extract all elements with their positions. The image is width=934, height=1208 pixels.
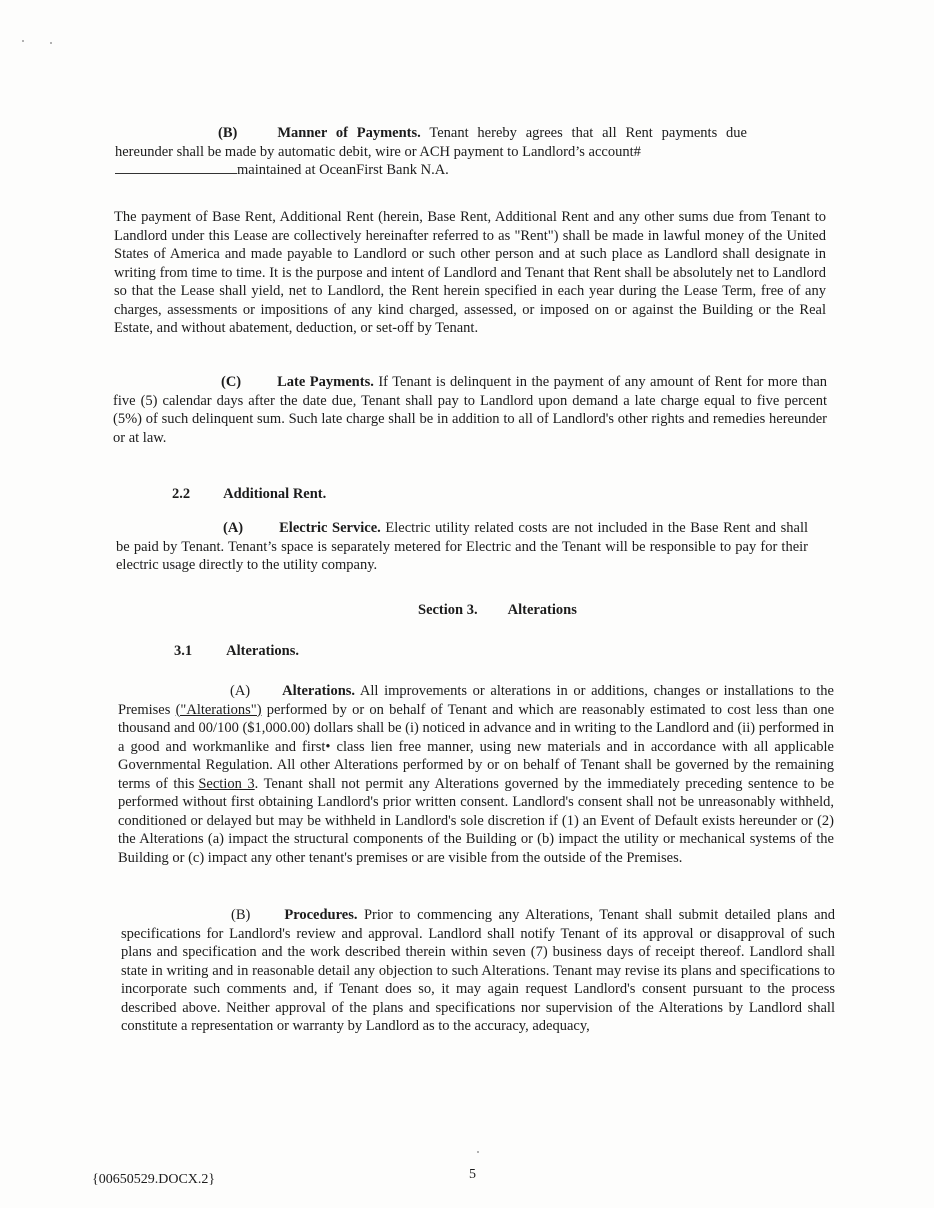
heading-2-2 — [172, 485, 326, 504]
section-number: Section 3. — [418, 602, 478, 618]
footer-document-id: {00650529.DOCX.2} — [92, 1172, 216, 1187]
paragraph-rent-definition — [114, 208, 826, 338]
clause-label: (B) — [218, 125, 238, 141]
clause-title: Alterations. — [282, 683, 356, 699]
clause-title: Procedures. — [284, 907, 358, 923]
clause-text: Tenant hereby agrees that all Rent payments due hereunder shall be made by automatic debit, wire or ACH payment to Landlord’s account# — [115, 125, 747, 160]
scan-speck — [22, 40, 24, 42]
heading-number: 3.1 — [174, 643, 193, 659]
section-reference-link: Section 3 — [198, 775, 255, 792]
clause-label: (A) — [230, 683, 251, 699]
heading-title: Alterations. — [226, 643, 300, 659]
clause-label: (A) — [223, 520, 244, 536]
heading-number: 2.2 — [172, 486, 191, 502]
scan-speck — [477, 1151, 479, 1153]
paragraph-alterations — [118, 682, 834, 867]
clause-label: (C) — [221, 374, 242, 390]
clause-text-end: . Tenant shall not permit any Alterations governed by the immediately preceding sentence to be performed without first obtaining Landlord's prior written consent. Landlord's consent shall not be unreasonably withheld, conditioned or delayed but may be withheld in Landlord's sole discretion if (1) an Event of Default exists hereunder or (2) the Alterations (a) impact the structural components of the Building or (b) impact the utility or mechanical systems of the Building or (c) impact any other tenant's premises or are visible from the outside of the Premises. — [118, 775, 835, 866]
heading-3-1 — [174, 642, 299, 661]
paragraph-manner-of-payments — [115, 124, 747, 180]
clause-text-bank: maintained at OceanFirst Bank N.A. — [237, 162, 449, 178]
clause-label: (B) — [231, 907, 251, 923]
clause-text: Electric utility related costs are not included in the Base Rent and shall be paid by Tenant. Tenant’s space is separately metered for Electric and the Tenant will be responsible to pay for their electric usage directly to the utility company. — [116, 520, 809, 573]
clause-text: If Tenant is delinquent in the payment of any amount of Rent for more than five (5) calendar days after the date due, Tenant shall pay to Landlord upon demand a late charge equal to five percent (5%) of such delinquent sum. Such late charge shall be in addition to all of Landlord's other rights and remedies hereunder or at law. — [113, 374, 828, 446]
clause-title: Electric Service. — [279, 520, 381, 536]
section-title: Alterations — [507, 602, 577, 618]
defined-term-alterations: ("Alterations") — [175, 701, 262, 718]
clause-title: Manner of Payments. — [277, 125, 421, 141]
clause-text-middle: performed by or on behalf of Tenant and which are reasonably estimated to cost less than one thousand and 00/100 ($1,000.00) dollars shall be (i) noticed in advance and in writing to the Landlord and (ii) performed in a good and workmanlike and first• class lien free manner, using new materials and in accordance with all applicable Governmental Regulation. All other Alterations performed by or on behalf of Tenant shall be governed by the remaining terms of this — [118, 701, 834, 792]
clause-text-intro: All improvements or alterations in or additions, changes or installations to the Premises — [118, 683, 834, 718]
paragraph-electric-service — [116, 519, 808, 575]
account-number-blank — [115, 161, 237, 174]
footer-page-number: 5 — [469, 1167, 476, 1182]
heading-title: Additional Rent. — [223, 486, 327, 502]
heading-section-3 — [418, 601, 577, 620]
rent-paragraph-text: The payment of Base Rent, Additional Rent (herein, Base Rent, Additional Rent and any other sums due from Tenant to Landlord under this Lease are collectively hereinafter referred to as "Rent") shall be made in lawful money of the United States of America and made payable to Landlord or such other person and at such place as Landlord shall designate in writing from time to time. It is the purpose and intent of Landlord and Tenant that Rent shall be absolutely net to Landlord so that the Lease shall yield, net to Landlord, the Rent herein specified in each year during the Lease Term, free of any charges, assessments or impositions of any kind charged, assessed, or imposed on or against the Building or the Real Estate, and without abatement, deduction, or set-off by Tenant. — [114, 209, 826, 336]
paragraph-late-payments — [113, 373, 827, 447]
paragraph-procedures — [121, 906, 835, 1036]
scan-speck — [50, 42, 52, 44]
clause-text: Prior to commencing any Alterations, Tenant shall submit detailed plans and specifications for Landlord's review and approval. Landlord shall notify Tenant of its approval or disapproval of such plans and specification and the work described therein within seven (7) business days of receipt thereof. Landlord shall state in writing and in reasonable detail any objection to such Alterations. Tenant may revise its plans and specifications to incorporate such comments and, if Tenant does so, it may again request Landlord's consent pursuant to the process described above. Neither approval of the plans and specifications nor supervision of the Alterations by Landlord shall constitute a representation or warranty by Landlord as to the accuracy, adequacy, — [121, 907, 836, 1034]
clause-title: Late Payments. — [277, 374, 374, 390]
